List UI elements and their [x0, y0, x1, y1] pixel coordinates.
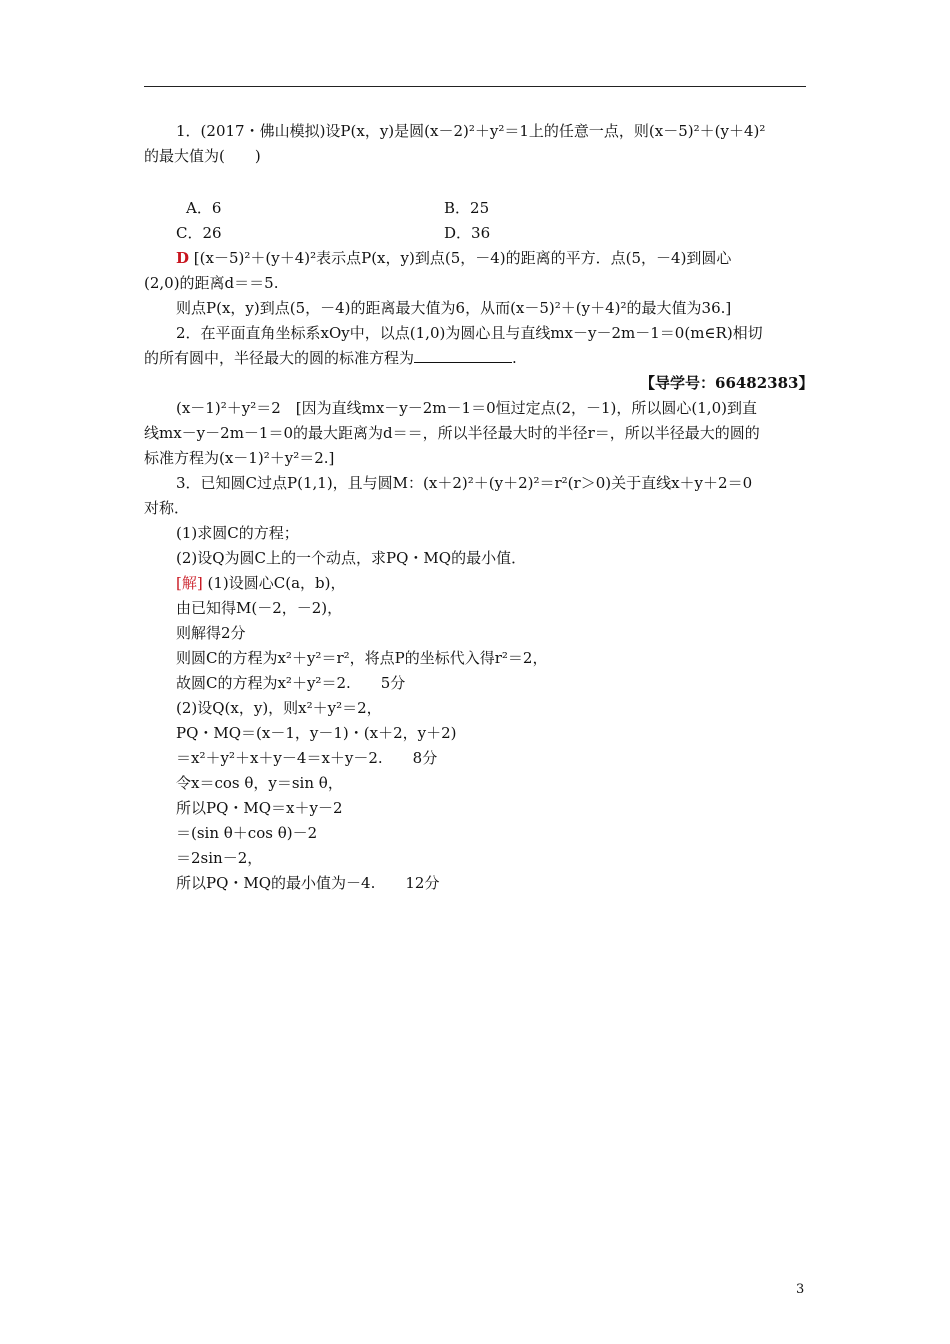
solution-line-13: 所以PQ・MQ的最小值为－4. 12分	[176, 874, 440, 892]
solution-line-4: 则圆C的方程为x²＋y²＝r²，将点P的坐标代入得r²＝2，	[176, 649, 548, 667]
answer-1-line-2: (2,0)的距离d＝＝5.	[144, 274, 279, 292]
question-3-line-2: 对称．	[144, 499, 190, 517]
answer-2-line-1: (x－1)²＋y²＝2 [因为直线mx－y－2m－1＝0恒过定点(2，－1)，所以圆心(1,0)到直	[176, 399, 757, 417]
solution-line-8: ＝x²＋y²＋x＋y－4＝x＋y－2. 8分	[176, 749, 438, 767]
question-2-text: 的所有圆中，半径最大的圆的标准方程为	[144, 349, 415, 367]
question-1-line-1: 1．(2017・佛山模拟)设P(x，y)是圆(x－2)²＋y²＝1上的任意一点，则(x－5)²＋(y＋4)²	[176, 122, 766, 140]
answer-1-line-3: 则点P(x，y)到点(5，－4)的距离最大值为6，从而(x－5)²＋(y＋4)²的最大值为36.]	[176, 299, 732, 317]
answer-letter: D	[176, 249, 190, 267]
solution-line-2: 由已知得M(－2，－2)，	[176, 599, 343, 617]
solution-line-1	[176, 573, 345, 593]
guide-number: 【导学号：66482383】	[640, 374, 814, 392]
question-2-period: .	[512, 349, 517, 367]
solution-line-9: 令x＝cos θ，y＝sin θ，	[176, 774, 343, 792]
answer-1-line-1	[176, 248, 731, 268]
question-3-part-1: (1)求圆C的方程；	[176, 524, 299, 542]
question-3-part-2: (2)设Q为圆C上的一个动点，求PQ・MQ的最小值．	[176, 549, 527, 567]
solution-line-11: ＝(sin θ＋cos θ)－2	[176, 824, 318, 842]
option-a: A．6	[186, 199, 222, 217]
question-2-line-2	[144, 348, 517, 368]
solution-text: (1)设圆心C(a，b)，	[207, 574, 346, 592]
answer-2-line-2: 线mx－y－2m－1＝0的最大距离为d＝＝，所以半径最大时的半径r＝，所以半径最大的圆的	[144, 424, 760, 442]
page-number: 3	[796, 1282, 805, 1297]
solution-line-12: ＝2sin－2，	[176, 849, 263, 867]
answer-1-text: [(x－5)²＋(y＋4)²表示点P(x，y)到点(5，－4)的距离的平方．点(5，－4)到圆心	[193, 249, 732, 267]
solution-line-6: (2)设Q(x，y)，则x²＋y²＝2，	[176, 699, 382, 717]
solution-line-3: 则解得2分	[176, 624, 246, 642]
solution-tag: [解]	[176, 574, 203, 592]
option-d: D．36	[444, 224, 491, 242]
header-rule	[144, 86, 806, 87]
solution-line-5: 故圆C的方程为x²＋y²＝2. 5分	[176, 674, 406, 692]
solution-line-7: PQ・MQ＝(x－1，y－1)・(x＋2，y＋2)	[176, 724, 457, 742]
answer-blank	[414, 348, 512, 363]
solution-line-10: 所以PQ・MQ＝x＋y－2	[176, 799, 343, 817]
question-3-line-1: 3．已知圆C过点P(1,1)，且与圆M：(x＋2)²＋(y＋2)²＝r²(r＞0)关于直线x＋y＋2＝0	[176, 474, 753, 492]
question-1-line-2: 的最大值为( )	[144, 147, 261, 165]
answer-2-line-3: 标准方程为(x－1)²＋y²＝2.]	[144, 449, 335, 467]
option-b: B．25	[444, 199, 490, 217]
option-c: C．26	[176, 224, 222, 242]
question-2-line-1: 2．在平面直角坐标系xOy中，以点(1,0)为圆心且与直线mx－y－2m－1＝0(m∈R)相切	[176, 324, 763, 342]
